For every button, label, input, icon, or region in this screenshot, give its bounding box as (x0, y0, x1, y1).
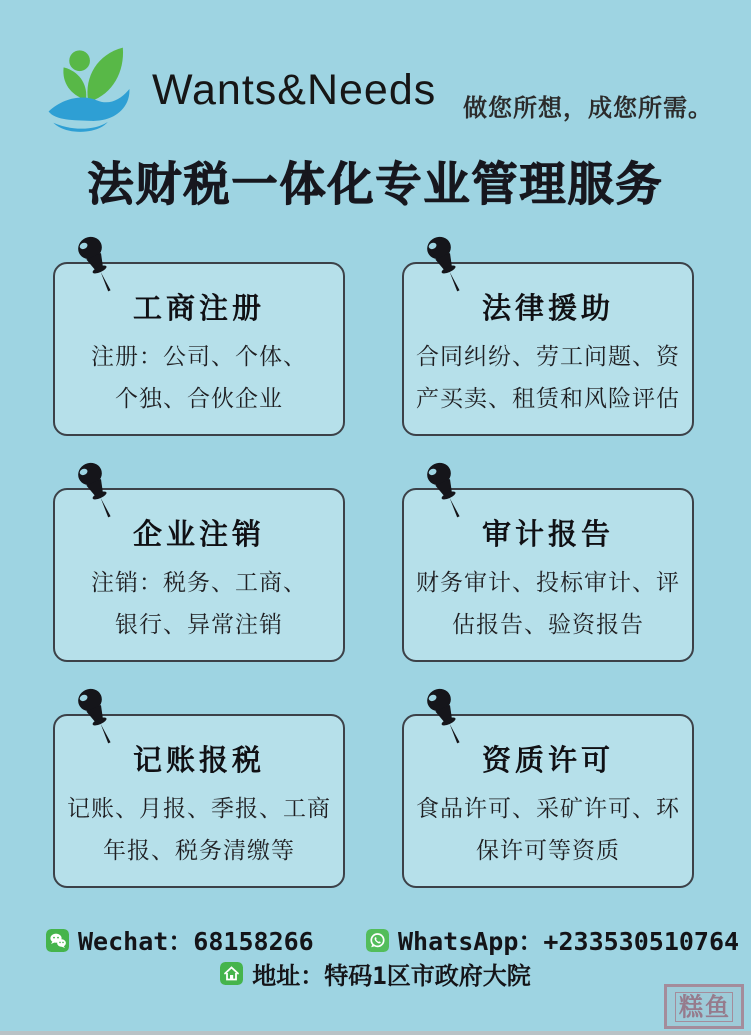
watermark-stamp (664, 984, 744, 1029)
page-title: 法财税一体化专业管理服务 (87, 158, 664, 210)
card-text-line: 记账、月报、季报、工商 (67, 795, 331, 821)
wechat-icon (46, 929, 69, 952)
brand-tagline: 做您所想，成您所需。 (463, 95, 713, 122)
whatsapp-number: WhatsApp：+233530510764 (398, 927, 740, 956)
card-text-line: 注销：税务、工商、 (91, 569, 307, 595)
plant-hand-logo-icon (42, 40, 136, 136)
card-title: 记账报税 (132, 743, 265, 777)
bottom-edge-strip (0, 1031, 751, 1035)
contact-row (0, 922, 751, 954)
card-title: 法律援助 (481, 291, 614, 325)
house-icon (220, 962, 243, 985)
watermark-seal-border (675, 992, 733, 1022)
wechat-contact (46, 922, 314, 958)
card-text-line: 产买卖、租赁和风险评估 (416, 385, 680, 411)
service-card-licenses (402, 714, 694, 888)
watermark-char: 鱼 (705, 990, 729, 1022)
address-row (0, 956, 751, 991)
whatsapp-contact (366, 922, 739, 958)
card-text-line: 银行、异常注销 (115, 611, 283, 637)
services-grid (53, 262, 698, 888)
address-contact (220, 956, 530, 991)
card-text-line: 个独、合伙企业 (115, 385, 283, 411)
service-card-legal-aid (402, 262, 694, 436)
address-text: 地址：特码1区市政府大院 (252, 962, 531, 990)
card-text-line: 估报告、验资报告 (452, 611, 644, 637)
service-card-bookkeeping-tax (53, 714, 345, 888)
card-title: 资质许可 (481, 743, 614, 777)
card-text-line: 注册：公司、个体、 (91, 343, 307, 369)
card-text-line: 食品许可、采矿许可、环 (416, 795, 680, 821)
card-text-line: 保许可等资质 (476, 837, 620, 863)
card-text-line: 年报、税务清缴等 (103, 837, 295, 863)
watermark-char: 糕 (679, 990, 703, 1022)
brand-name: Wants&Needs (152, 66, 437, 114)
whatsapp-icon (366, 929, 389, 952)
service-card-company-deregistration (53, 488, 345, 662)
card-title: 审计报告 (481, 517, 614, 551)
service-card-audit-report (402, 488, 694, 662)
card-text-line: 合同纠纷、劳工问题、资 (416, 343, 680, 369)
card-text-line: 财务审计、投标审计、评 (416, 569, 680, 595)
card-title: 企业注销 (132, 517, 265, 551)
service-card-business-registration (53, 262, 345, 436)
card-title: 工商注册 (132, 291, 265, 325)
wechat-number: Wechat：68158266 (78, 927, 314, 956)
